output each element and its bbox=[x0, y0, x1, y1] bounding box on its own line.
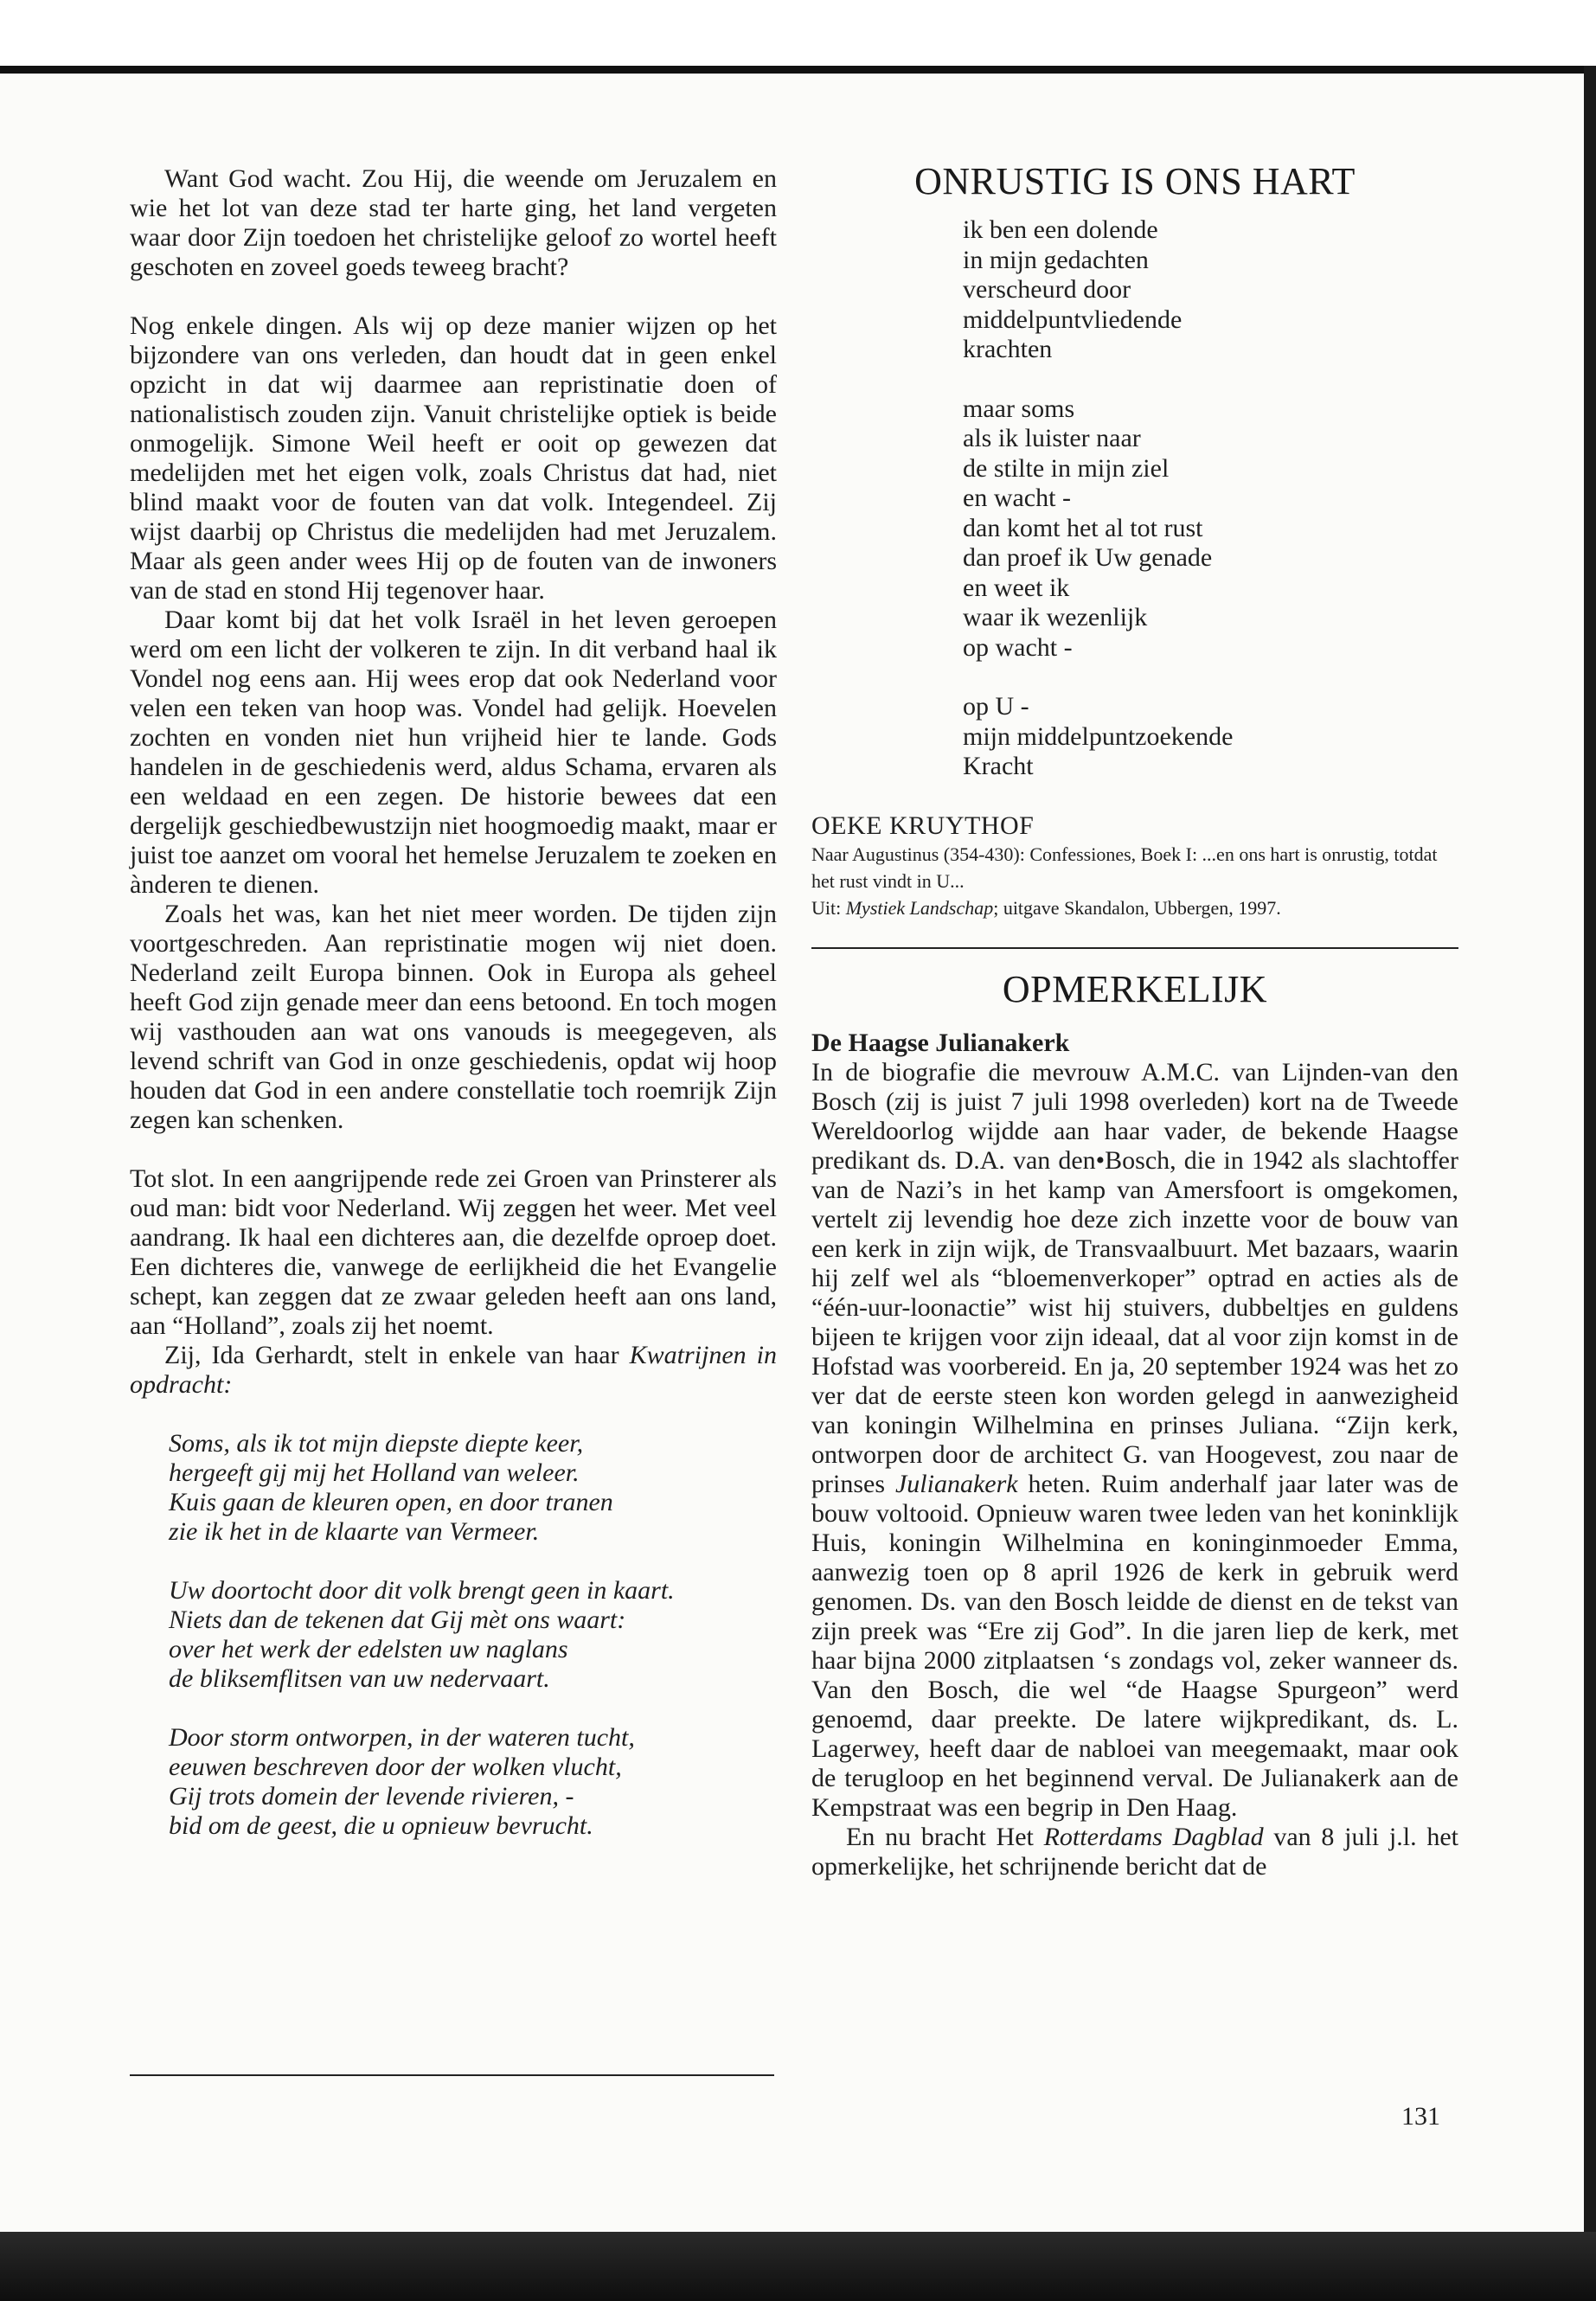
poem-line: dan proef ik Uw genade bbox=[963, 543, 1213, 572]
section-title: OPMERKELIJK bbox=[1002, 967, 1268, 1010]
article-subheading: De Haagse Julianakerk bbox=[811, 1028, 1070, 1057]
poem-line: en wacht - bbox=[963, 484, 1071, 512]
poem-line: middelpuntvliedende bbox=[963, 304, 1183, 334]
paragraph: Zoals het was, kan het niet meer worden. De tijden zijn voortgeschreden. Aan repristinatie mogen wij niet doen. Nederland zeilt Europa binnen. Ook in Europa als geheel heeft God zijn genade meer dan eens betoond. En toch mogen wij vasthouden aan wat ons vanouds is meegegeven, als levend schrift van God in onze geschiedenis, opdat wij hoop houden dat God in een andere constellatie toch roemrijk Zijn zegen kan schenken. bbox=[130, 900, 777, 1134]
column-end-rule bbox=[130, 2074, 774, 2076]
poem-line: verscheurd door bbox=[963, 275, 1131, 304]
poem-stanza bbox=[169, 1723, 777, 1841]
scan-border-top bbox=[0, 66, 1596, 74]
poem-stanza bbox=[963, 215, 1458, 365]
poem-line: en weet ik bbox=[963, 573, 1070, 602]
paragraph: Want God wacht. Zou Hij, die weende om Jeruzalem en wie het lot van deze stad ter harte ging, het land vergeten waar door Zijn toedoen het christelijke geloof zo wortel heeft geschoten en zoveel goeds teweeg bracht? bbox=[130, 164, 777, 281]
poem-line: bid om de geest, die u opnieuw bevrucht. bbox=[169, 1811, 593, 1840]
scan-margin-top bbox=[0, 0, 1596, 69]
poem-line: dan komt het al tot rust bbox=[963, 513, 1203, 542]
poem-title: ONRUSTIG IS ONS HART bbox=[914, 160, 1356, 202]
poem-note: Naar Augustinus (354-430): Confessiones, Boek I: ...en ons hart is onrustig, totdat het rust vindt in U... bbox=[811, 843, 1438, 892]
poem-stanza bbox=[169, 1429, 777, 1547]
article-italic: Rotterdams Dagblad bbox=[1043, 1822, 1264, 1851]
article-italic: Julianakerk bbox=[894, 1469, 1018, 1498]
gerhardt-poem bbox=[169, 1429, 777, 1841]
poem-line: over het werk der edelsten uw naglans bbox=[169, 1635, 568, 1663]
poem-line: Kracht bbox=[963, 752, 1034, 780]
poem-line: waar ik wezenlijk bbox=[963, 603, 1148, 631]
paragraph bbox=[130, 1341, 777, 1400]
paragraph: Daar komt bij dat het volk Israël in het leven geroepen werd om een licht der volkeren te zijn. In dit verband haal ik Vondel nog eens aan. Hij wees erop dat ook Nederland voor velen een teken van hoop was. Vondel had gelijk. Hoevelen zochten en vonden niet hun vrijheid hier te lande. Gods handelen in de geschiedenis werd, aldus Schama, ervaren als een weldaad en een zegen. De historie bewees dat een dergelijk geschiedbewustzijn niet hoogmoedig maakt, maar er juist toe aanzet om vooral het hemelse Jeruzalem te zoeken en ànderen te dienen. bbox=[130, 606, 777, 899]
article-paragraph bbox=[811, 1058, 1458, 1823]
section-divider bbox=[811, 947, 1458, 949]
poem-line: Gij trots domein der levende rivieren, - bbox=[169, 1782, 574, 1811]
paragraph: Tot slot. In een aangrijpende rede zei Groen van Prinsterer als oud man: bidt voor Nederland. Wij zeggen het weer. Met veel aandrang. Ik haal een dichteres aan, die dezelfde oproep doet. Een dichteres die, vanwege de eerlijkheid die het Evangelie schept, kan zeggen dat ze zwaar geleden heeft aan ons land, aan “Holland”, zoals zij het noemt. bbox=[130, 1164, 777, 1340]
article-text: En nu bracht Het bbox=[846, 1822, 1044, 1851]
poem-stanza bbox=[169, 1576, 777, 1694]
poem-line: op wacht - bbox=[963, 632, 1073, 662]
poem-line: Door storm ontworpen, in der wateren tucht, bbox=[169, 1723, 635, 1752]
poem-source bbox=[811, 894, 1458, 921]
poem-line: zie ik het in de klaarte van Vermeer. bbox=[169, 1517, 540, 1546]
poem-line: als ik luister naar bbox=[963, 424, 1141, 452]
poem-line: ik ben een dolende bbox=[963, 215, 1158, 244]
poem-line: Niets dan de tekenen dat Gij mèt ons waart: bbox=[169, 1606, 626, 1634]
poem-line: hergeeft gij mij het Holland van weleer. bbox=[169, 1458, 580, 1487]
poem-line: Soms, als ik tot mijn diepste diepte keer, bbox=[169, 1429, 584, 1458]
right-column bbox=[811, 160, 1458, 1881]
article-text: van 8 juli j.l. het opmerkelijke, het schrijnende bericht dat de bbox=[811, 1822, 1458, 1881]
paragraph-text: Zij, Ida Gerhardt, stelt in enkele van haar bbox=[164, 1341, 619, 1369]
paragraph: Nog enkele dingen. Als wij op deze manier wijzen op het bijzondere van ons verleden, dan houdt dat in geen enkel opzicht in dat wij daarmee aan repristinatie doen of nationalistisch zouden zijn. Vanuit christelijke optiek is beide onmogelijk. Simone Weil heeft er ooit op gewezen dat medelijden met het eigen volk, zoals Christus dat had, niet blind maakt voor de fouten van dat volk. Integendeel. Zij wijst daarbij op Christus die medelijden had met Jeruzalem. Maar als geen ander wees Hij op de fouten van de inwoners van de stad en stond Hij tegenover haar. bbox=[130, 311, 777, 605]
poem-line: Uw doortocht door dit volk brengt geen in kaart. bbox=[169, 1576, 675, 1605]
left-column bbox=[130, 164, 777, 1870]
poem-line: mijn middelpuntzoekende bbox=[963, 721, 1234, 751]
poem-line: Kuis gaan de kleuren open, en door tranen bbox=[169, 1488, 613, 1516]
poem-stanza bbox=[963, 692, 1458, 782]
poem-line: de bliksemflitsen van uw nedervaart. bbox=[169, 1664, 550, 1693]
article-text: In de biografie die mevrouw A.M.C. van Lijnden-van den Bosch (zij is juist 7 juli 1998 overleden) kort na de Tweede Wereldoorlog wijdde aan haar vader, de bekende Haagse predikant ds. D.A. van den•Bosch, die in 1942 als slachtoffer van de Nazi’s in het kamp van Amersfoort is omgekomen, vertelt zij levendig hoe deze zich inzette voor de bouw van een kerk in zijn wijk, de Transvaalbuurt. Met bazaars, waarin hij zelf wel als “bloemenverkoper” optrad en acties als de “één-uur-loonactie” wist hij stuivers, dubbeltjes en guldens bijeen te krijgen voor zijn ideaal, dat al voor zijn komst in de Hofstad was voorbereid. En ja, 20 september 1924 was het zo ver dat de eerste steen kon worden gelegd in aanwezigheid van koningin Wilhelmina en prinses Juliana. “Zijn kerk, ontworpen door de architect G. van Hoogevest, zou naar de prinses bbox=[811, 1057, 1458, 1498]
poem-line: eeuwen beschreven door der wolken vlucht, bbox=[169, 1753, 622, 1781]
poem-line: op U - bbox=[963, 692, 1029, 721]
page-number: 131 bbox=[1401, 2102, 1440, 2131]
poem-stanza bbox=[963, 394, 1458, 663]
poem-line: de stilte in mijn ziel bbox=[963, 453, 1170, 483]
source-suffix: ; uitgave Skandalon, Ubbergen, 1997. bbox=[993, 896, 1281, 919]
source-prefix: Uit: bbox=[811, 896, 846, 919]
poem-line: krachten bbox=[963, 335, 1053, 363]
scan-border-bottom bbox=[0, 2232, 1596, 2301]
kwatrijnen-title: Kwatrijnen in opdracht: bbox=[130, 1341, 777, 1399]
poem-line: in mijn gedachten bbox=[963, 245, 1149, 274]
article-paragraph bbox=[811, 1823, 1458, 1881]
poem-author: OEKE KRUYTHOF bbox=[811, 811, 1035, 840]
article-text: heten. Ruim anderhalf jaar later was de bouw voltooid. Opnieuw waren twee leden van het koninklijk Huis, koningin Wilhelmina en koninginmoeder Emma, aanwezig toen op 8 april 1926 de kerk in gebruik werd genomen. Ds. van den Bosch leidde de dienst en de tekst van zijn preek was “Ere zij God”. In die jaren liep de kerk, met haar bijna 2000 zitplaatsen ‘s zondags vol, zeker wanneer ds. Van den Bosch, die wel “de Haagse Spurgeon” werd genoemd, daar preekte. De latere wijkpredikant, ds. L. Lagerwey, heeft daar de nabloei van meegemaakt, maar ook de terugloop en het beginnend verval. De Julianakerk aan de Kempstraat was een begrip in Den Haag. bbox=[811, 1469, 1458, 1822]
scan-border-right bbox=[1584, 66, 1596, 2280]
poem-line: maar soms bbox=[963, 394, 1075, 423]
source-title: Mystiek Landschap bbox=[845, 896, 994, 919]
onrustig-poem bbox=[963, 215, 1458, 782]
